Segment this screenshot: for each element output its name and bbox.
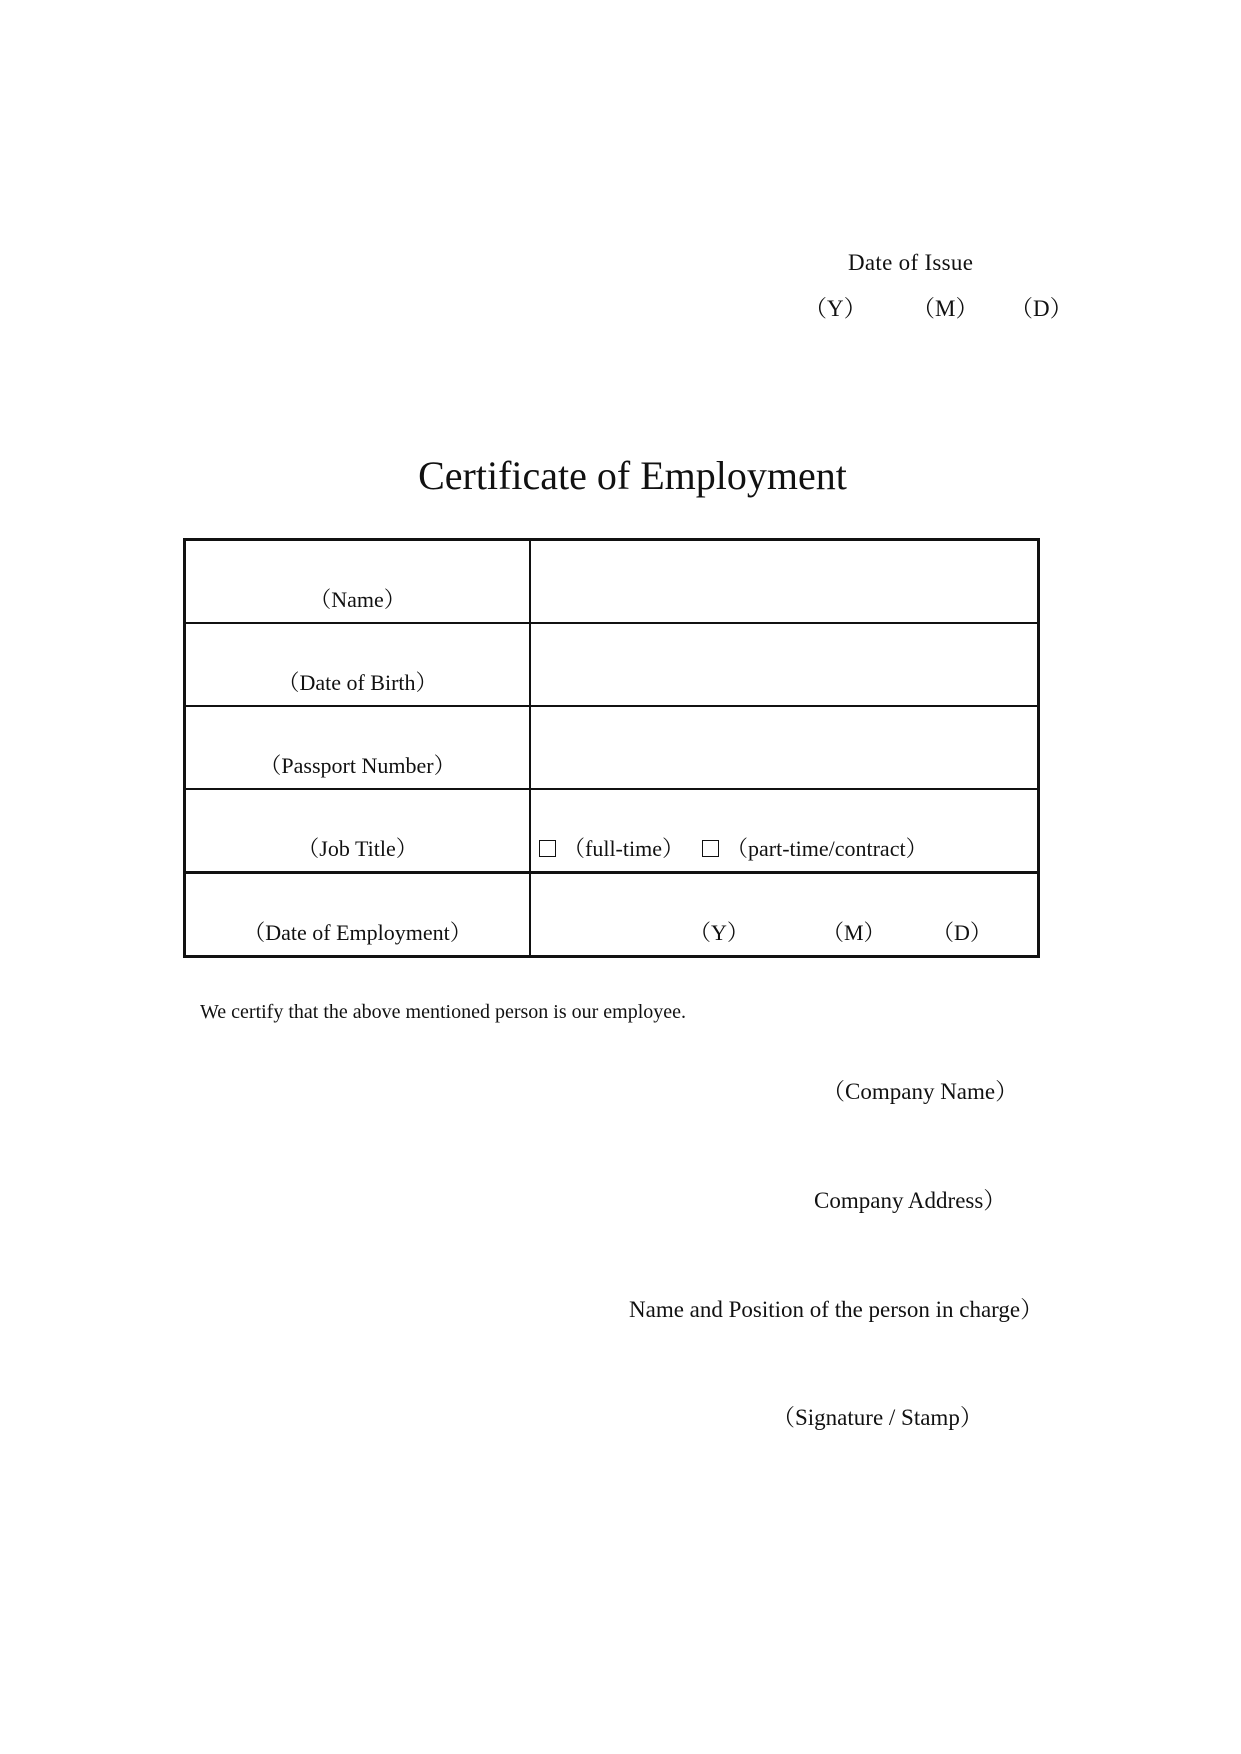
signature-stamp-field[interactable]: （Signature / Stamp） xyxy=(772,1405,983,1430)
page-title: Certificate of Employment xyxy=(418,453,847,498)
full-time-label: （full-time） xyxy=(563,836,684,861)
person-in-charge-field[interactable]: Name and Position of the person in charge） xyxy=(629,1297,1044,1322)
table-row xyxy=(185,706,1039,789)
date-of-birth-field[interactable] xyxy=(530,623,1039,706)
employment-month-field[interactable]: （M） xyxy=(822,920,886,945)
date-of-employment-field xyxy=(530,873,1039,957)
table-row xyxy=(185,540,1039,624)
passport-number-label: （Passport Number） xyxy=(185,706,531,789)
part-time-checkbox[interactable] xyxy=(702,840,719,857)
date-of-employment-label: （Date of Employment） xyxy=(185,873,531,957)
employment-details-table xyxy=(183,538,1040,958)
company-address-field[interactable]: Company Address） xyxy=(814,1188,1007,1213)
name-label: （Name） xyxy=(185,540,531,624)
full-time-option[interactable] xyxy=(539,836,684,861)
part-time-label: （part-time/contract） xyxy=(725,836,928,861)
date-of-birth-label: （Date of Birth） xyxy=(185,623,531,706)
employment-year-field[interactable]: （Y） xyxy=(689,920,749,945)
employment-day-field[interactable]: （D） xyxy=(932,920,992,945)
issue-year-field[interactable]: （Y） xyxy=(804,296,867,321)
name-field[interactable] xyxy=(530,540,1039,624)
table-row xyxy=(185,873,1039,957)
job-title-label: （Job Title） xyxy=(185,789,531,873)
issue-month-field[interactable]: （M） xyxy=(912,296,979,321)
table-row xyxy=(185,789,1039,873)
job-title-field xyxy=(530,789,1039,873)
passport-number-field[interactable] xyxy=(530,706,1039,789)
full-time-checkbox[interactable] xyxy=(539,840,556,857)
company-name-field[interactable]: （Company Name） xyxy=(822,1079,1019,1104)
part-time-option[interactable] xyxy=(702,836,928,861)
table-row xyxy=(185,623,1039,706)
date-of-issue-label: Date of Issue xyxy=(848,250,974,275)
certification-statement: We certify that the above mentioned person is our employee. xyxy=(200,1001,687,1023)
issue-day-field[interactable]: （D） xyxy=(1010,296,1073,321)
